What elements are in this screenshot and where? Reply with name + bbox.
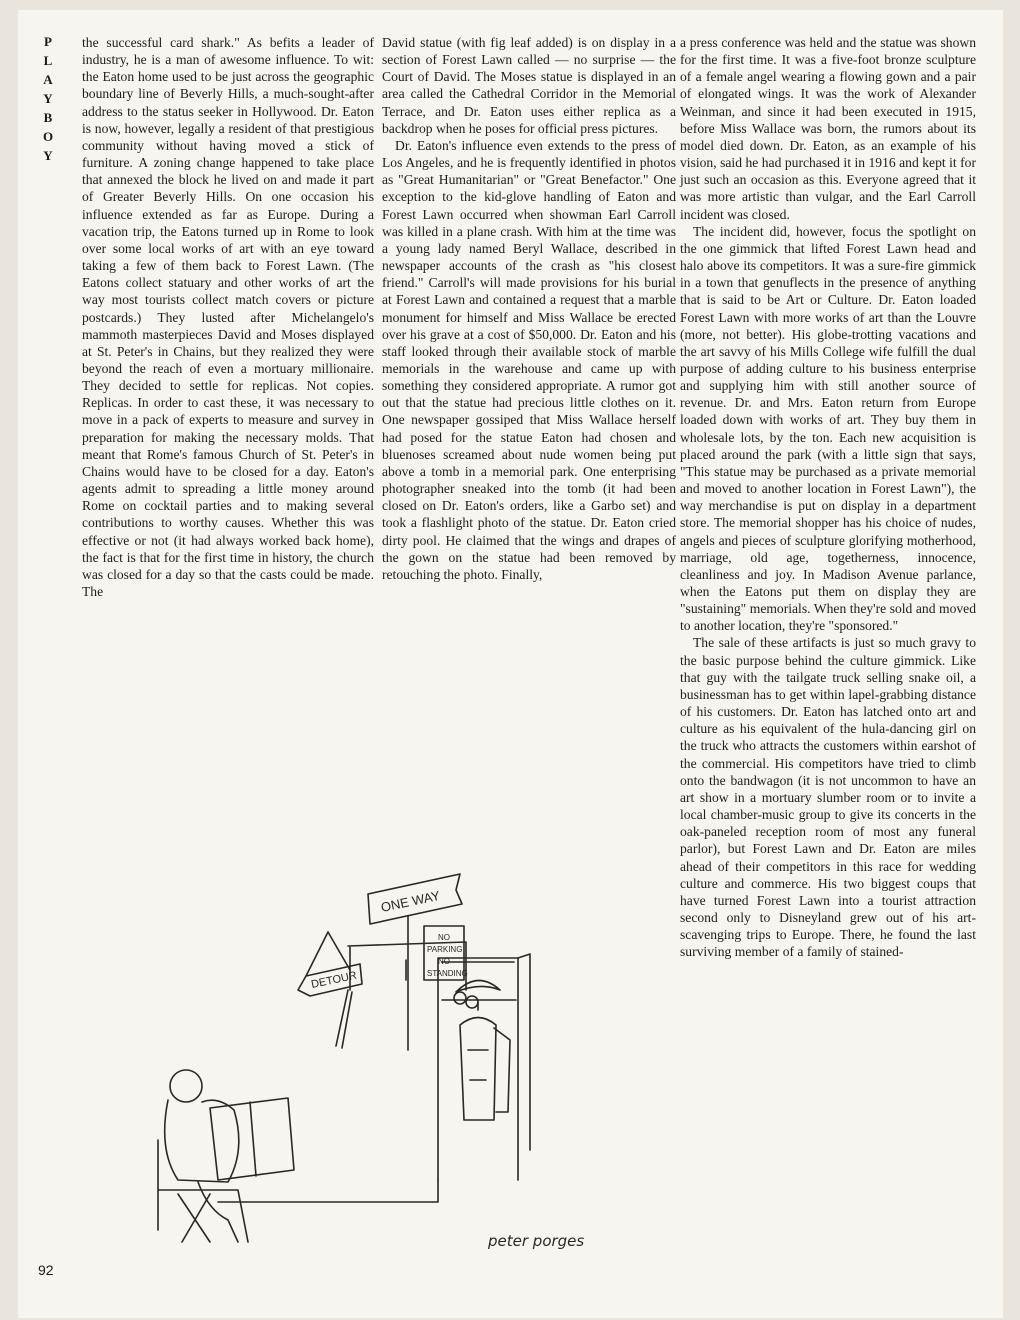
detour-label: DETOUR <box>310 969 358 991</box>
man-head <box>170 1070 202 1102</box>
masthead-letter: L <box>43 53 53 68</box>
no-parking-label-1: NO <box>438 933 450 942</box>
paragraph: a press conference was held and the statue was shown for the first time. It was a five-foot bronze sculpture of a female angel wearing a flowing gown and a pair of elongated wings. It was the work of Alexander Weinman, and since it had been executed in 1915, before Miss Wallace was born, the rumors about its model died down. Dr. Eaton, as an example of his vision, said he had purchased it in 1916 and kept it for just such an occasion as this. Everyone agreed that it was more artistic than vulgar, and the Earl Carroll incident was closed. <box>680 35 976 222</box>
closet-frame <box>438 958 518 1180</box>
paragraph: David statue (with fig leaf added) is on display in a section of Forest Lawn called — no surprise — the Court of David. The Moses statue is displayed in an area called the Cathedral Corridor in the Memorial Terrace, and Dr. Eaton uses either replica as a backdrop when he poses for official press pictures. <box>382 35 676 136</box>
no-parking-label-2: PARKING <box>427 945 463 954</box>
cartoon-illustration <box>138 850 668 1280</box>
baton <box>336 990 352 1048</box>
cartoon-drawing <box>138 850 668 1280</box>
one-way-label: ONE WAY <box>379 887 442 915</box>
floor-line <box>218 1180 438 1202</box>
hanging-gown <box>460 1002 496 1120</box>
paragraph: the successful card shark." As befits a leader of industry, he is a man of awesome influence. To wit: the Eaton home used to be just across the geographic boundary line of Beverly Hills, a much-sought-after address to the status seeker in Hollywood. Dr. Eaton is now, however, legally a resident of that prestigious community without having moved a stick of furniture. A zoning change happened to take place that annexed the block he lived on and made it part of Greater Beverly Hills. On one occasion his influence extended as far as Europe. During a vacation trip, the Eatons turned up in Rome to look over some local works of art with an eye toward taking a few of them back to Forest Lawn. (The Eatons collect statuary and other works of art the way most tourists collect match covers or picture postcards.) They lusted after Michelangelo's mammoth masterpieces David and Moses displayed at St. Peter's in Chains, but they realized they were beyond the reach of even a mortuary millionaire. They decided to settle for replicas. Not copies. Replicas. In order to cast these, it was necessary to move in a pack of experts to measure and survey in preparation for making the necessary molds. That meant that Rome's famous Church of St. Peter's in Chains would have to be closed for a day. Eaton's agents admit to spreading a little money around Rome on cocktail parties and to making several contributions to worthy causes. Whether this was effective or not (it had always worked back home), the fact is that for the first time in history, the church was closed for a day so that the casts could be made. The <box>82 35 374 599</box>
text-column-1 <box>82 34 374 600</box>
paragraph: The sale of these artifacts is just so much gravy to the basic purpose behind the culture gimmick. Like that guy with the tailgate truck selling snake oil, a businessman has to get within lapel-grabbing distance of his customers. Dr. Eaton has latched onto art and culture as his equivalent of the hula-dancing girl on the truck who attracts the customers within earshot of the commercial. His competitors have tried to climb onto the bandwagon (it is not uncommon to have an art show in a mortuary slumber room or to invite a local chamber-music group to give its concerts in the oak-paneled reception room of most any funeral parlor), but Forest Lawn and Dr. Eaton are miles ahead of their competitors in this race for wedding culture and commerce. His two biggest coups that have turned Forest Lawn into a tourist attraction second only to Disneyland grew out of his art-scavenging trips to Europe. There, he found the last surviving member of a family of stained- <box>680 635 976 960</box>
text-column-3 <box>680 34 976 960</box>
page-number: 92 <box>38 1262 54 1278</box>
masthead-letter: A <box>43 72 53 87</box>
closet-door <box>518 954 530 1150</box>
masthead-letter: Y <box>43 91 53 106</box>
director-chair <box>158 1140 248 1242</box>
artist-signature: peter porges <box>488 1232 585 1250</box>
masthead-letter: B <box>43 110 53 125</box>
masthead-letter: Y <box>43 148 53 163</box>
masthead-letter: O <box>42 129 54 144</box>
no-parking-label-3: NO <box>438 957 450 966</box>
magazine-page <box>18 10 1003 1318</box>
newspaper <box>210 1098 294 1180</box>
text-column-2 <box>382 34 676 583</box>
paragraph: The incident did, however, focus the spotlight on the one gimmick that lifted Forest Lawn head and halo above its competitors. It was a sure-fire gimmick in a town that genuflects in the presence of anything that is said to be Art or Culture. Dr. Eaton loaded Forest Lawn with more works of art than the Louvre (more, not better). His globe-trotting vacations and the art savvy of his Mills College wife fulfill the dual purpose of adding culture to his business enterprise and supplying him with still another source of revenue. Dr. and Mrs. Eaton return from Europe loaded down with works of art. They buy them in wholesale lots, by the ton. Each new acquisition is placed around the park (with a little sign that says, "This statue may be purchased as a private memorial and moved to another location in Forest Lawn"), the way merchandise is put on display in a department store. The memorial shopper has his choice of nudes, angels and pieces of sculpture glorifying motherhood, marriage, old age, togetherness, innocence, cleanliness and joy. In Madison Avenue parlance, when the Eatons put them on display they are "sustaining" memorials. When they're sold and moved to another location, they're "sponsored." <box>680 223 976 634</box>
hat <box>456 980 500 992</box>
masthead-playboy <box>38 32 58 165</box>
masthead-letter: P <box>44 34 52 49</box>
no-parking-label-4: STANDING <box>427 969 468 978</box>
man-body <box>165 1100 239 1182</box>
paragraph: Dr. Eaton's influence even extends to the press of Los Angeles, and he is frequently identified in photos as "Great Humanitarian" or "Great Benefactor." One exception to the kid-glove handling of Eaton and Forest Lawn occurred when showman Earl Carroll was killed in a plane crash. With him at the time was a young lady named Beryl Wallace, described in newspaper accounts of the crash as "his closest friend." Carroll's will made provisions for his burial at Forest Lawn and contained a request that a marble monument for himself and Miss Wallace be erected over his grave at a cost of $50,000. Dr. Eaton and his staff looked through their available stock of marble memorials in the warehouse and came up with something they considered appropriate. A rumor got out that the statue had precious little clothes on it. One newspaper gossiped that Miss Wallace herself had posed for the statue Eaton had chosen and bluenoses screamed about nude women being put above a tomb in a memorial park. One enterprising photographer sneaked into the tomb (it had been closed on Dr. Eaton's orders, like a Garbo set) and took a flashlight photo of the statue. Dr. Eaton cried dirty pool. He claimed that the wings and drapes of the gown on the statue had been removed by retouching the photo. Finally, <box>382 137 676 582</box>
